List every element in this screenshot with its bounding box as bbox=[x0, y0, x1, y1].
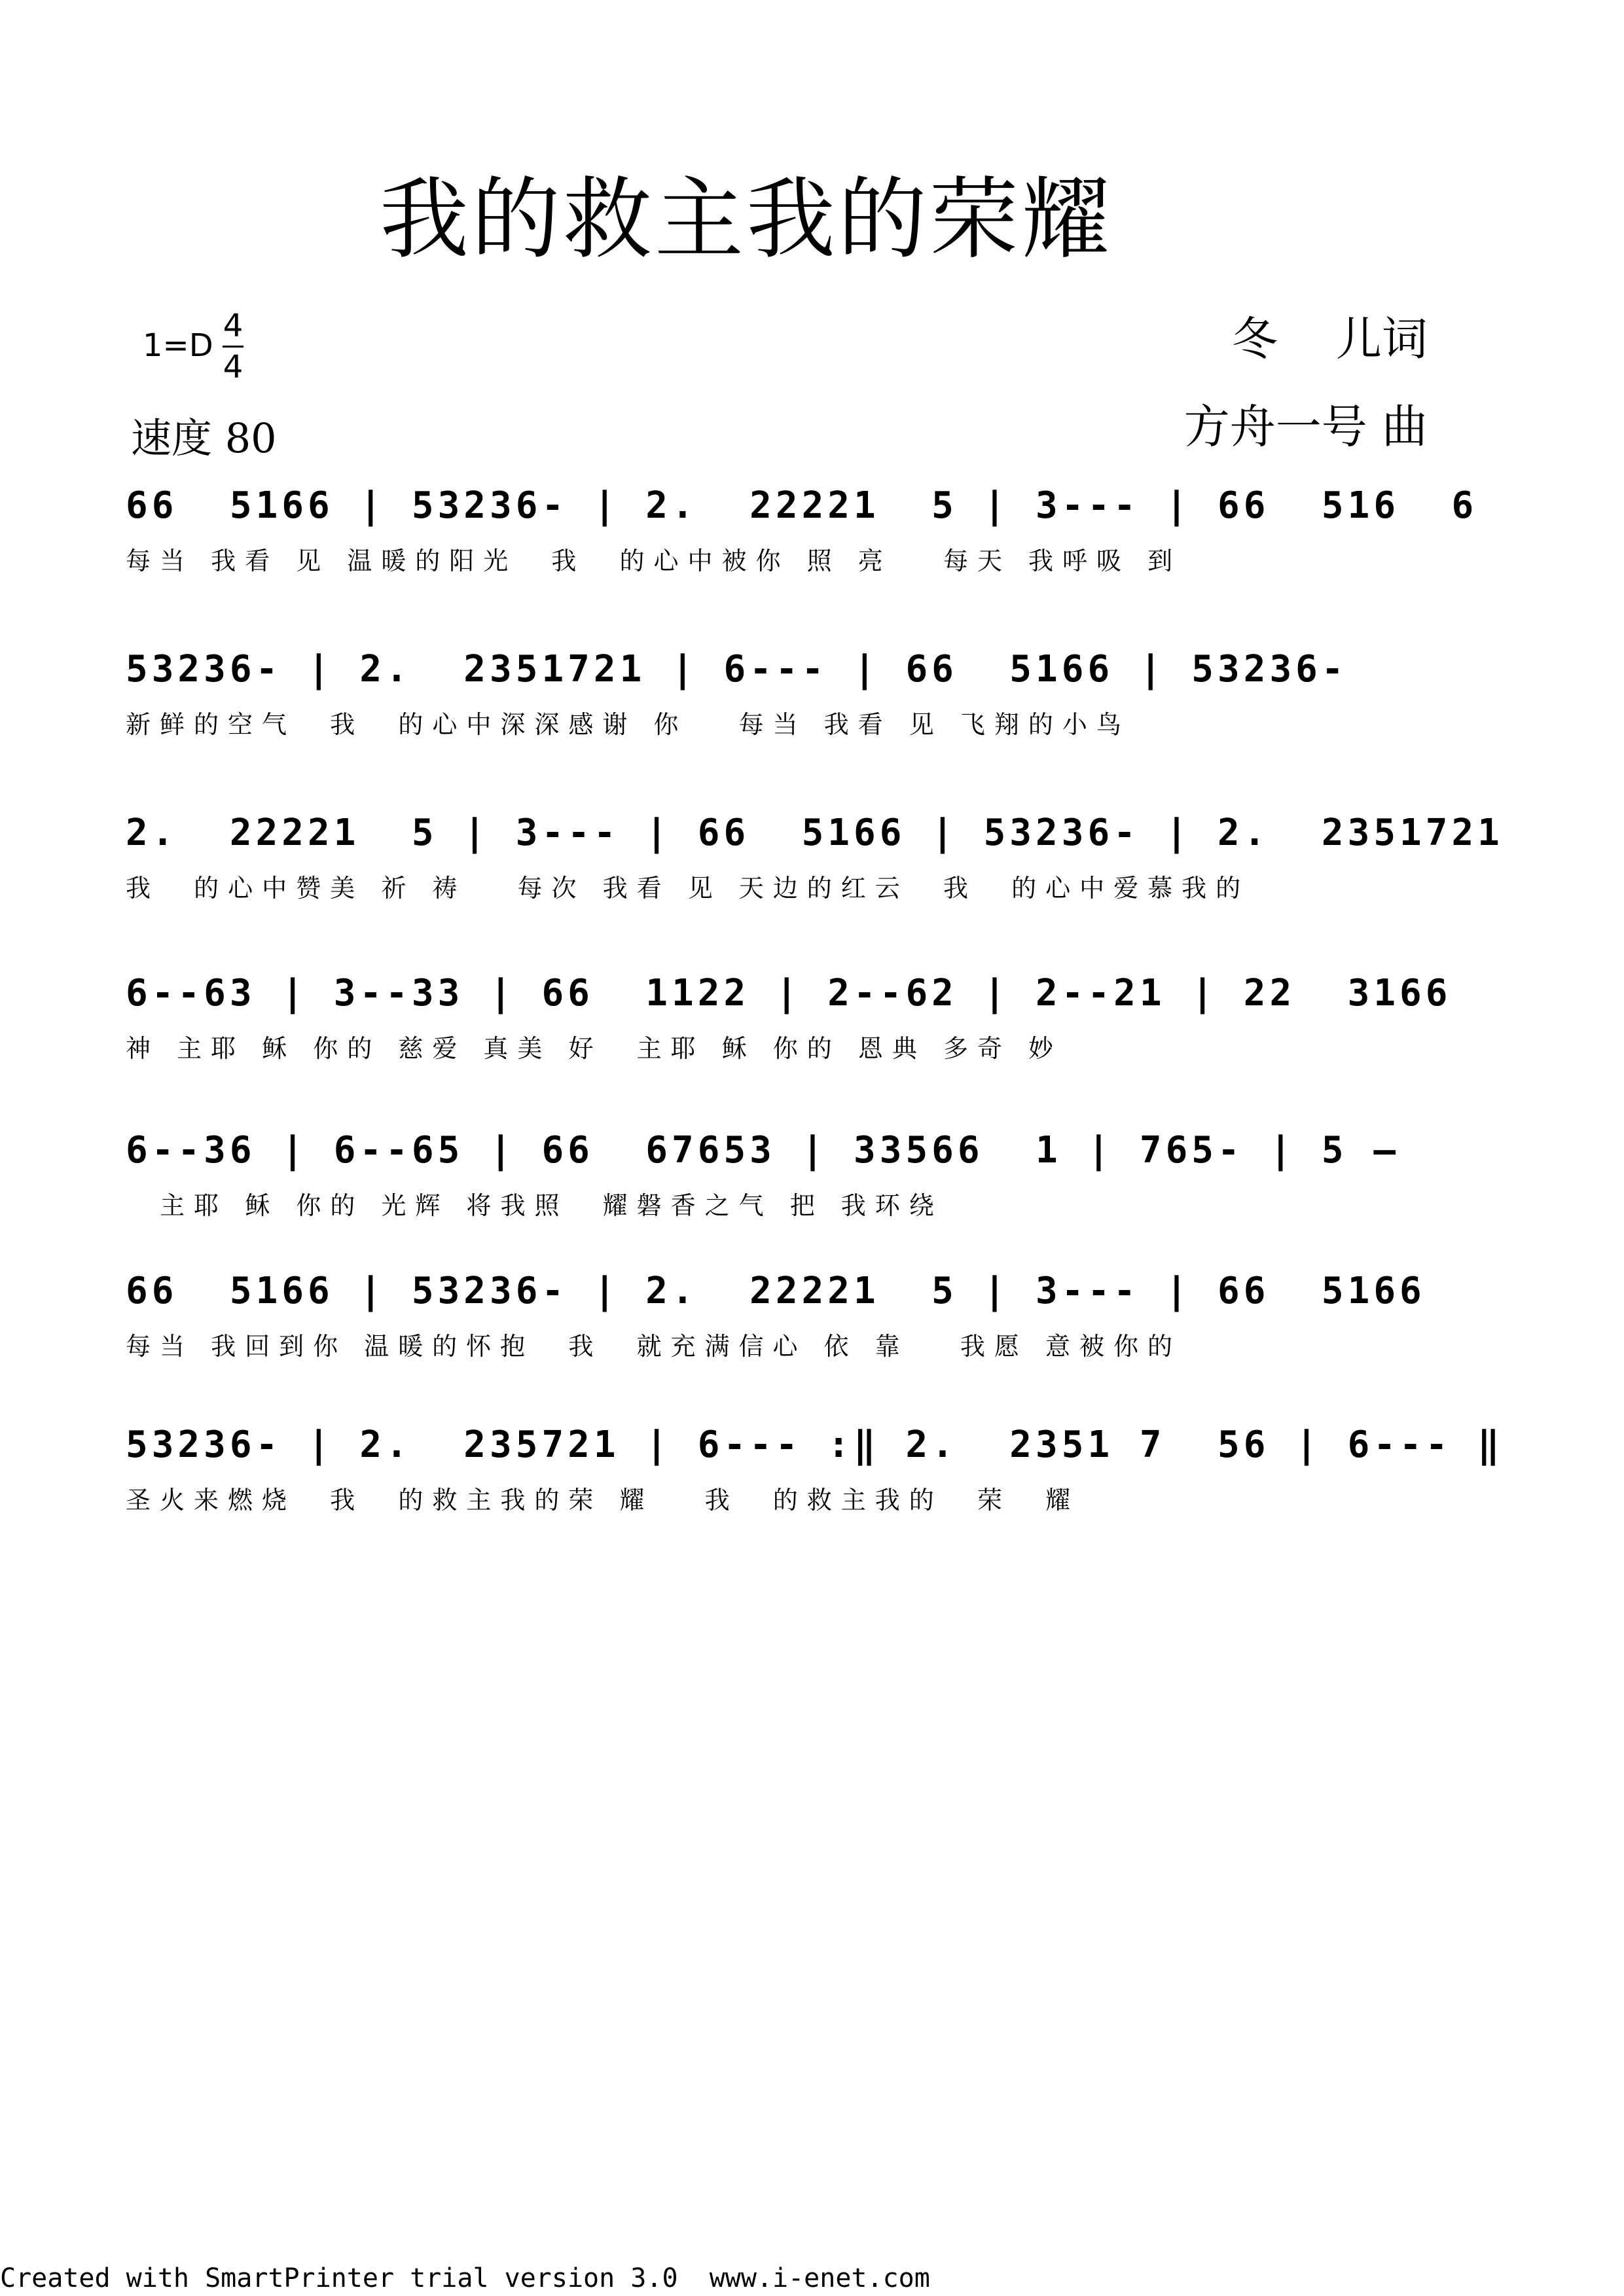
notes-line: 6--36 | 6--65 | 66 67653 | 33566 1 | 765- | 5 — bbox=[126, 1129, 1400, 1172]
lyrics-line: 圣火来燃烧 我 的救主我的荣 耀 我 的救主我的 荣 耀 bbox=[126, 1486, 1080, 1515]
notes-line: 66 5166 | 53236- | 2. 22221 5 | 3--- | 66 516 6 bbox=[126, 484, 1478, 527]
notes-line: 66 5166 | 53236- | 2. 22221 5 | 3--- | 66 5166 bbox=[126, 1270, 1426, 1312]
lyrics-line: 新鲜的空气 我 的心中深深感谢 你 每当 我看 见 飞翔的小鸟 bbox=[126, 710, 1130, 739]
lyrics-line: 每当 我看 见 温暖的阳光 我 的心中被你 照 亮 每天 我呼吸 到 bbox=[126, 547, 1182, 575]
tempo: 速度 80 bbox=[131, 414, 277, 462]
time-signature-bottom: 4 bbox=[223, 349, 244, 386]
lyrics-line: 神 主耶 稣 你的 慈爱 真美 好 主耶 稣 你的 恩典 多奇 妙 bbox=[126, 1034, 1063, 1063]
notes-line: 6--63 | 3--33 | 66 1122 | 2--62 | 2--21 | 22 3166 bbox=[126, 972, 1452, 1014]
footer-credit: Created with SmartPrinter trial version 3.0 www.i-enet.com bbox=[0, 2263, 930, 2293]
notes-line: 2. 22221 5 | 3--- | 66 5166 | 53236- | 2. 2351721 bbox=[126, 812, 1504, 854]
composer-credit: 方舟一号 曲 bbox=[1183, 400, 1428, 454]
notes-line: 53236- | 2. 235721 | 6--- :‖ 2. 2351 7 56 | 6--- ‖ bbox=[126, 1424, 1504, 1466]
lyrics-line: 每当 我回到你 温暖的怀抱 我 就充满信心 依 靠 我愿 意被你的 bbox=[126, 1332, 1182, 1361]
time-signature-top: 4 bbox=[223, 308, 244, 344]
time-signature bbox=[220, 308, 246, 386]
notes-line: 53236- | 2. 2351721 | 6--- | 66 5166 | 53236- bbox=[126, 648, 1348, 691]
lyrics-line: 主耶 稣 你的 光辉 将我照 耀磐香之气 把 我环绕 bbox=[126, 1191, 943, 1220]
song-title: 我的救主我的荣耀 bbox=[380, 168, 1113, 272]
lyricist-credit: 冬 儿词 bbox=[1231, 312, 1428, 366]
key-signature: 1=D bbox=[143, 327, 213, 364]
lyrics-line: 我 的心中赞美 祈 祷 每次 我看 见 天边的红云 我 的心中爱慕我的 bbox=[126, 874, 1250, 903]
fraction-bar bbox=[223, 346, 244, 348]
